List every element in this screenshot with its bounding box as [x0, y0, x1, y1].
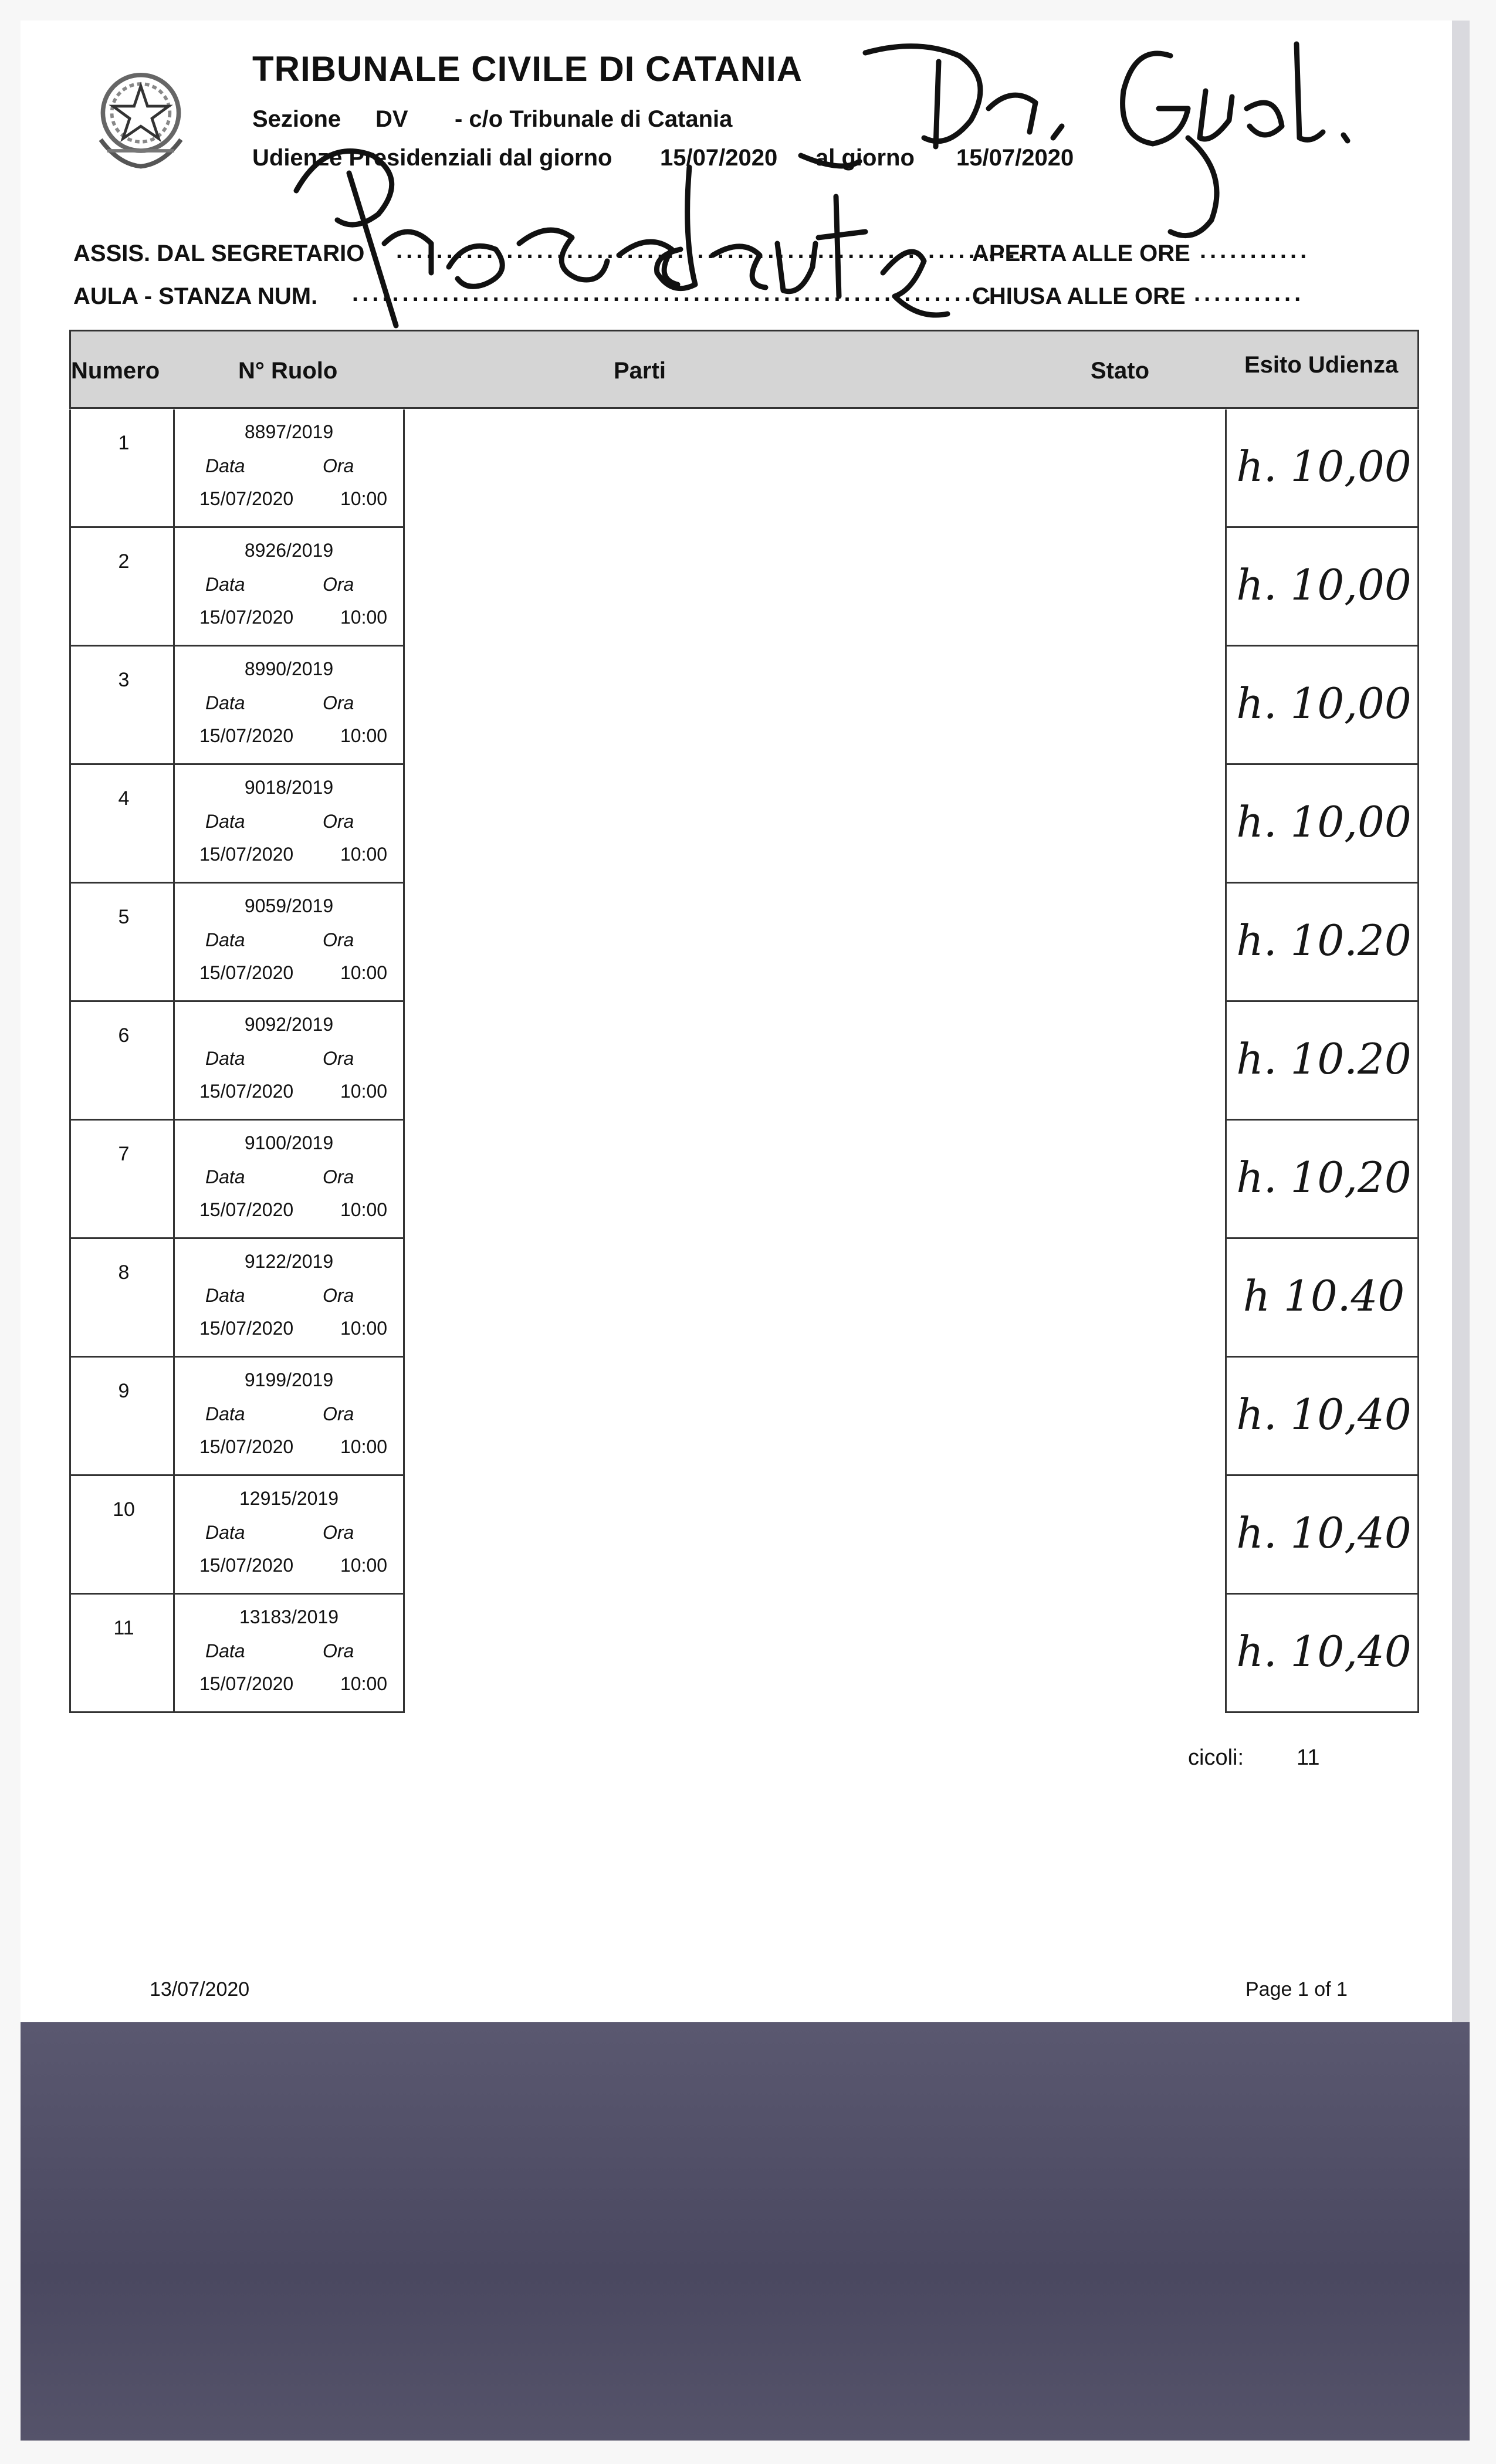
row-number-cell [69, 1358, 175, 1476]
data-label: Data [205, 455, 245, 476]
col-numero: Numero [71, 358, 160, 384]
row-number-cell [69, 1239, 175, 1358]
fascicoli-count: 11 [1297, 1745, 1320, 1770]
row-number: 1 [118, 432, 130, 454]
data-value: 15/07/2020 [199, 1673, 294, 1694]
ruolo-cell [173, 528, 405, 647]
esito-handwritten: h. 10,00 [1236, 679, 1412, 728]
ruolo-cell [173, 1121, 405, 1239]
esito-cell [1225, 1239, 1419, 1358]
esito-cell [1225, 528, 1419, 647]
ora-value: 10:00 [340, 1673, 388, 1694]
row-number: 11 [113, 1617, 134, 1639]
esito-cell [1225, 409, 1419, 528]
ruolo-number: 8990/2019 [244, 658, 334, 679]
sezione-value: DV [375, 106, 408, 132]
al-giorno-label: al giorno [815, 145, 915, 171]
ora-label: Ora [323, 1048, 354, 1069]
row-number-cell [69, 884, 175, 1002]
esito-cell [1225, 1121, 1419, 1239]
data-label: Data [205, 1403, 245, 1424]
row-number-cell [69, 1595, 175, 1713]
table-row [69, 647, 1419, 765]
ruolo-cell [173, 1358, 405, 1476]
data-value: 15/07/2020 [199, 1318, 294, 1339]
esito-handwritten: h. 10.20 [1236, 916, 1412, 965]
chiusa-dotted-line: ........... [1194, 280, 1305, 306]
aula-dotted-line: ................................................................ [352, 280, 995, 306]
data-label: Data [205, 574, 245, 595]
ora-value: 10:00 [340, 962, 388, 983]
table-row [69, 1121, 1419, 1239]
data-label: Data [205, 1640, 245, 1661]
row-number-cell [69, 409, 175, 528]
date-to: 15/07/2020 [956, 145, 1074, 171]
ora-value: 10:00 [340, 1436, 388, 1457]
row-number-cell [69, 1002, 175, 1121]
paper-edge [1452, 21, 1470, 2022]
aperta-dotted-line: ........... [1200, 238, 1311, 263]
ruolo-number: 13183/2019 [239, 1606, 339, 1627]
ora-label: Ora [323, 1403, 354, 1424]
table-row [69, 1595, 1419, 1713]
row-number-cell [69, 1121, 175, 1239]
document-page [21, 21, 1452, 2022]
ruolo-number: 8926/2019 [244, 540, 334, 561]
esito-cell [1225, 647, 1419, 765]
esito-cell [1225, 884, 1419, 1002]
esito-cell [1225, 1595, 1419, 1713]
date-from: 15/07/2020 [660, 145, 778, 171]
data-value: 15/07/2020 [199, 1555, 294, 1576]
ruolo-number: 9018/2019 [244, 777, 334, 798]
data-label: Data [205, 1522, 245, 1543]
data-value: 15/07/2020 [199, 1436, 294, 1457]
ruolo-cell [173, 765, 405, 884]
ruolo-cell [173, 1595, 405, 1713]
esito-handwritten: h. 10.20 [1236, 1034, 1412, 1084]
ruolo-number: 9122/2019 [244, 1251, 334, 1272]
data-label: Data [205, 929, 245, 950]
row-number: 2 [118, 550, 130, 573]
table-row [69, 1358, 1419, 1476]
aula-label: AULA - STANZA NUM. [73, 283, 318, 309]
esito-handwritten: h. 10,00 [1236, 560, 1412, 610]
esito-cell [1225, 765, 1419, 884]
row-number: 4 [118, 787, 130, 810]
data-value: 15/07/2020 [199, 488, 294, 509]
esito-handwritten: h. 10,40 [1236, 1390, 1412, 1439]
udienze-label: Udienze Presidenziali dal giorno [252, 145, 612, 171]
data-label: Data [205, 692, 245, 713]
ora-value: 10:00 [340, 1555, 388, 1576]
ruolo-number: 12915/2019 [239, 1488, 339, 1509]
ora-label: Ora [323, 1522, 354, 1543]
data-value: 15/07/2020 [199, 725, 294, 746]
ora-label: Ora [323, 811, 354, 832]
ora-label: Ora [323, 1285, 354, 1306]
ora-label: Ora [323, 692, 354, 713]
esito-handwritten: h 10.40 [1243, 1271, 1405, 1321]
assis-dotted-line: ................................................................ [396, 238, 1039, 263]
data-value: 15/07/2020 [199, 1081, 294, 1102]
aperta-label: APERTA ALLE ORE [972, 241, 1190, 266]
print-date: 13/07/2020 [150, 1978, 250, 2001]
ruolo-cell [173, 1239, 405, 1358]
ora-label: Ora [323, 574, 354, 595]
ruolo-number: 9100/2019 [244, 1132, 334, 1153]
esito-handwritten: h. 10,00 [1236, 442, 1412, 491]
handwriting-dr-giud [865, 44, 1348, 236]
data-label: Data [205, 811, 245, 832]
ora-label: Ora [323, 1166, 354, 1187]
ora-value: 10:00 [340, 1199, 388, 1220]
ruolo-number: 9092/2019 [244, 1014, 334, 1035]
col-parti: Parti [614, 358, 666, 384]
row-number: 7 [118, 1143, 130, 1165]
esito-cell [1225, 1002, 1419, 1121]
table-header [69, 330, 1419, 409]
col-esito: Esito Udienza [1244, 352, 1399, 378]
ruolo-number: 9059/2019 [244, 895, 334, 916]
esito-cell [1225, 1476, 1419, 1595]
ora-value: 10:00 [340, 725, 388, 746]
ruolo-cell [173, 1476, 405, 1595]
row-number-cell [69, 647, 175, 765]
row-number: 5 [118, 906, 130, 928]
page-indicator: Page 1 of 1 [1245, 1978, 1348, 2001]
row-number: 9 [118, 1380, 130, 1402]
row-number-cell [69, 1476, 175, 1595]
sezione-label: Sezione [252, 106, 341, 132]
row-number-cell [69, 528, 175, 647]
data-label: Data [205, 1166, 245, 1187]
italian-republic-emblem-icon [85, 62, 197, 173]
ruolo-cell [173, 1002, 405, 1121]
table-row [69, 1476, 1419, 1595]
ruolo-number: 9199/2019 [244, 1369, 334, 1390]
data-value: 15/07/2020 [199, 844, 294, 865]
row-number: 10 [113, 1498, 135, 1521]
ruolo-cell [173, 409, 405, 528]
ruolo-cell [173, 647, 405, 765]
table-row [69, 884, 1419, 1002]
table-row [69, 1239, 1419, 1358]
table-row [69, 528, 1419, 647]
data-value: 15/07/2020 [199, 607, 294, 628]
row-number: 3 [118, 669, 130, 691]
scanner-bed [21, 2022, 1470, 2441]
chiusa-label: CHIUSA ALLE ORE [972, 283, 1186, 309]
ora-value: 10:00 [340, 607, 388, 628]
esito-handwritten: h. 10,20 [1236, 1153, 1412, 1202]
ora-label: Ora [323, 929, 354, 950]
data-value: 15/07/2020 [199, 1199, 294, 1220]
col-stato: Stato [1091, 358, 1149, 384]
esito-cell [1225, 1358, 1419, 1476]
table-row [69, 1002, 1419, 1121]
ora-label: Ora [323, 455, 354, 476]
fascicoli-label: cicoli: [1188, 1745, 1244, 1770]
row-number-cell [69, 765, 175, 884]
ruolo-cell [173, 884, 405, 1002]
ora-value: 10:00 [340, 1318, 388, 1339]
row-number: 6 [118, 1024, 130, 1047]
sezione-sede: - c/o Tribunale di Catania [455, 106, 733, 132]
ora-label: Ora [323, 1640, 354, 1661]
data-label: Data [205, 1285, 245, 1306]
table-row [69, 409, 1419, 528]
ora-value: 10:00 [340, 844, 388, 865]
row-number: 8 [118, 1261, 130, 1284]
ora-value: 10:00 [340, 488, 388, 509]
data-label: Data [205, 1048, 245, 1069]
ora-value: 10:00 [340, 1081, 388, 1102]
data-value: 15/07/2020 [199, 962, 294, 983]
table-row [69, 765, 1419, 884]
assis-label: ASSIS. DAL SEGRETARIO [73, 241, 365, 266]
court-title: TRIBUNALE CIVILE DI CATANIA [252, 49, 803, 89]
ruolo-number: 8897/2019 [244, 421, 334, 442]
esito-handwritten: h. 10,40 [1236, 1627, 1412, 1676]
esito-handwritten: h. 10,40 [1236, 1508, 1412, 1558]
esito-handwritten: h. 10,00 [1236, 797, 1412, 847]
col-ruolo: N° Ruolo [238, 358, 338, 384]
